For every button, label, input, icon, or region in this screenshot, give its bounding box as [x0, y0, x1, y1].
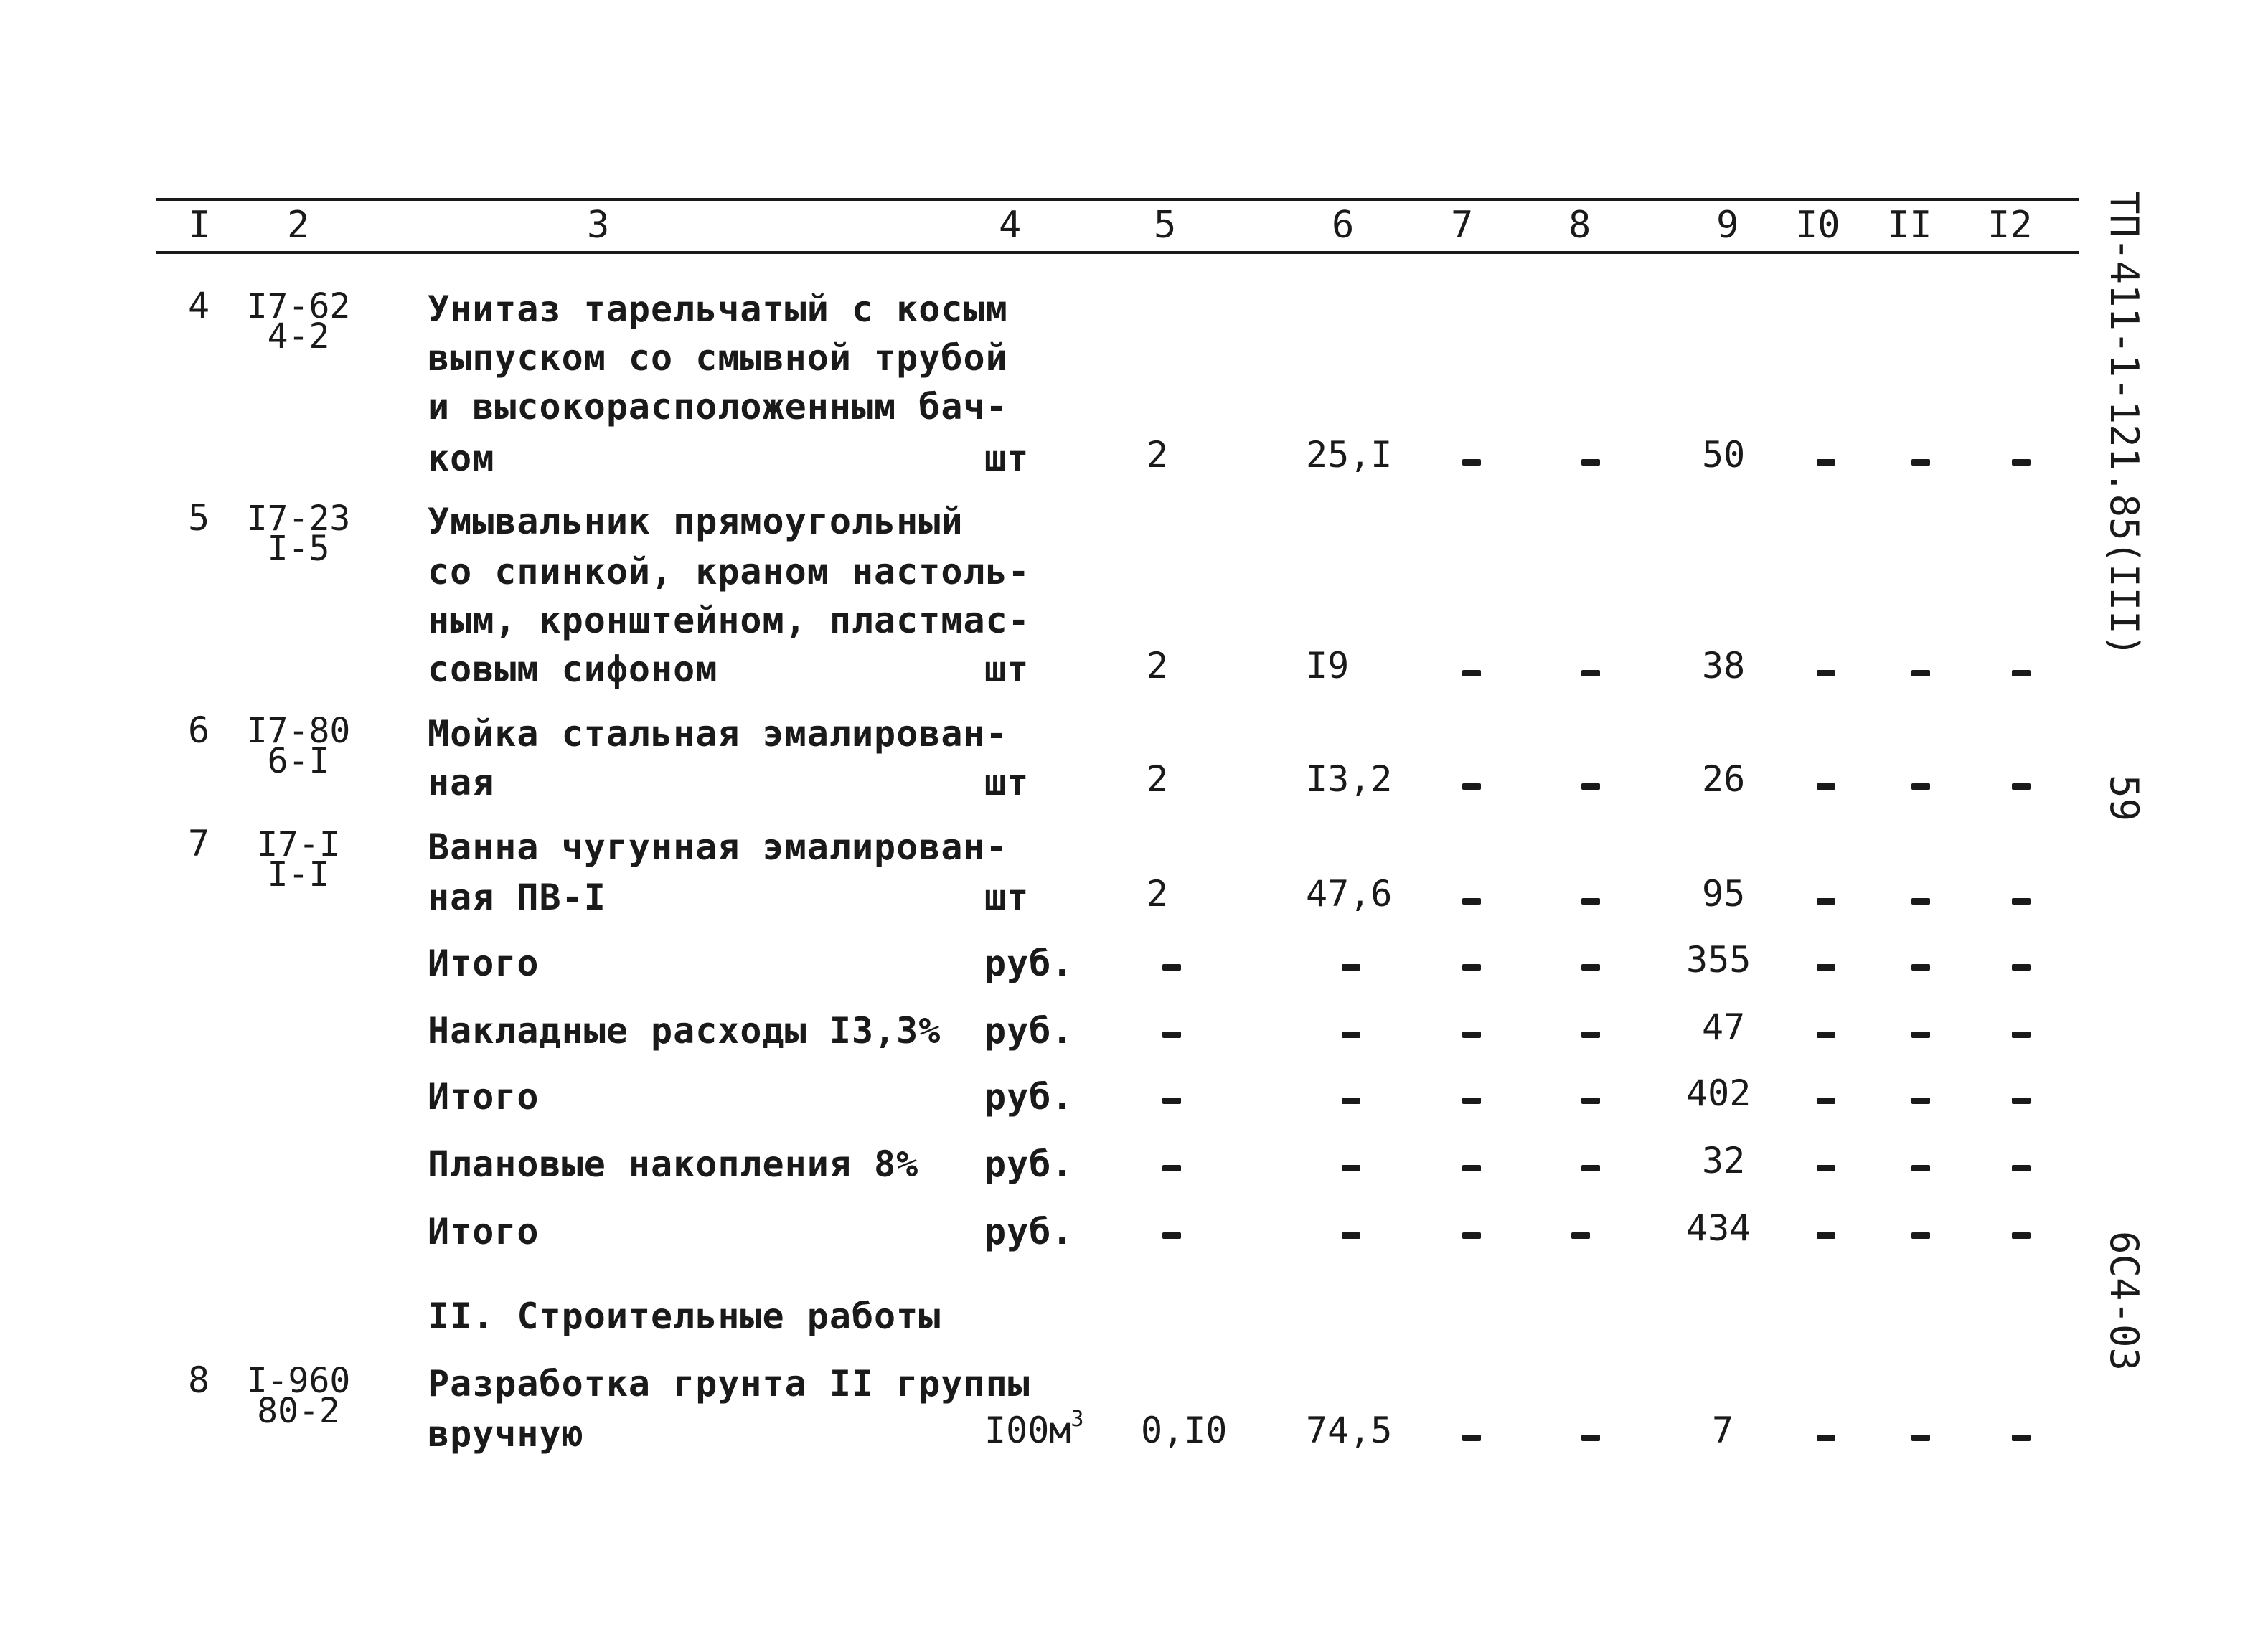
dash-col8	[1581, 1165, 1600, 1171]
col-header-2: 2	[287, 204, 310, 247]
quantity: 0,I0	[1141, 1410, 1228, 1451]
summary-total: 32	[1702, 1140, 1746, 1181]
col-header-3: 3	[587, 204, 610, 247]
col-header-9: 9	[1716, 204, 1739, 247]
section-title: II. Строительные работы	[428, 1295, 941, 1337]
description-line: Разработка грунта II группы	[428, 1363, 1030, 1405]
summary-total: 355	[1686, 939, 1751, 981]
quantity: 2	[1147, 758, 1169, 800]
unit-price: 47,6	[1306, 873, 1393, 915]
unit: шт	[984, 762, 1030, 803]
dash-col8	[1571, 1232, 1590, 1239]
summary-label: Плановые накопления 8%	[428, 1143, 919, 1185]
description-line: выпуском со смывной трубой	[428, 337, 1008, 379]
description-line: Умывальник прямоугольный	[428, 501, 964, 542]
description-line: ком	[428, 438, 495, 479]
dash-col12	[2012, 1098, 2031, 1104]
row-number: 8	[188, 1359, 210, 1401]
dash-col10	[1817, 1435, 1835, 1441]
dash-col8	[1581, 1435, 1600, 1441]
dash-col7	[1462, 670, 1481, 676]
dash-col10	[1817, 1098, 1835, 1104]
summary-unit: руб.	[984, 943, 1074, 984]
row-number: 4	[188, 285, 210, 326]
dash-col12	[2012, 670, 2031, 676]
total-cost: 7	[1712, 1410, 1734, 1451]
dash-col11	[1911, 783, 1930, 790]
quantity: 2	[1147, 873, 1169, 915]
dash-col8	[1581, 1032, 1600, 1038]
col-header-8: 8	[1568, 204, 1591, 247]
col-header-11: II	[1887, 204, 1932, 247]
dash-col5	[1162, 964, 1181, 971]
header-bottom-rule	[156, 251, 2079, 254]
col-header-1: I	[188, 204, 211, 247]
dash-col5	[1162, 1032, 1181, 1038]
dash-col10	[1817, 459, 1835, 466]
header-top-rule	[156, 198, 2079, 201]
dash-col7	[1462, 459, 1481, 466]
dash-col8	[1581, 670, 1600, 676]
dash-col11	[1911, 964, 1930, 971]
total-cost: 95	[1702, 873, 1746, 915]
dash-col10	[1817, 898, 1835, 905]
dash-col7	[1462, 1435, 1481, 1441]
total-cost: 50	[1702, 434, 1746, 476]
dash-col6	[1342, 1032, 1360, 1038]
dash-col12	[2012, 964, 2031, 971]
rate-code-line2: 4-2	[267, 316, 330, 357]
dash-col7	[1462, 783, 1481, 790]
dash-col11	[1911, 459, 1930, 466]
summary-total: 402	[1686, 1072, 1751, 1114]
dash-col12	[2012, 1032, 2031, 1038]
dash-col11	[1911, 898, 1930, 905]
total-cost: 26	[1702, 758, 1746, 800]
description-line: совым сифоном	[428, 648, 718, 690]
dash-col5	[1162, 1232, 1181, 1239]
summary-unit: руб.	[984, 1076, 1074, 1118]
col-header-10: I0	[1795, 204, 1840, 247]
quantity: 2	[1147, 645, 1169, 686]
dash-col10	[1817, 1232, 1835, 1239]
dash-col7	[1462, 1165, 1481, 1171]
description-line: Ванна чугунная эмалирован-	[428, 826, 1008, 868]
rate-code-line1: I7-I	[257, 824, 340, 864]
side-page-number: 59	[2102, 775, 2147, 822]
unit-price: I3,2	[1306, 758, 1393, 800]
dash-col11	[1911, 1032, 1930, 1038]
unit: шт	[984, 438, 1030, 479]
unit-price: 74,5	[1306, 1410, 1393, 1451]
col-header-6: 6	[1332, 204, 1355, 247]
dash-col10	[1817, 1165, 1835, 1171]
description-line: вручную	[428, 1413, 584, 1455]
dash-col6	[1342, 1098, 1360, 1104]
summary-unit: руб.	[984, 1211, 1074, 1252]
dash-col7	[1462, 898, 1481, 905]
dash-col10	[1817, 783, 1835, 790]
row-number: 6	[188, 709, 210, 751]
unit-superscript: 3	[1071, 1407, 1084, 1432]
description-line: ная	[428, 762, 495, 803]
rate-code-line1: I-960	[246, 1361, 351, 1401]
rate-code-line2: I-I	[267, 854, 330, 895]
unit-text: I00м	[984, 1410, 1071, 1451]
unit-price: I9	[1306, 645, 1350, 686]
col-header-5: 5	[1154, 204, 1177, 247]
summary-label: Итого	[428, 1211, 540, 1252]
dash-col7	[1462, 964, 1481, 971]
dash-col6	[1342, 964, 1360, 971]
summary-total: 434	[1686, 1207, 1751, 1249]
description-line: со спинкой, краном настоль-	[428, 551, 1030, 593]
dash-col12	[2012, 1232, 2031, 1239]
dash-col8	[1581, 964, 1600, 971]
dash-col12	[2012, 459, 2031, 466]
summary-total: 47	[1702, 1006, 1746, 1048]
description-line: ная ПВ-I	[428, 877, 606, 918]
row-number: 7	[188, 823, 210, 864]
summary-label: Итого	[428, 1076, 540, 1118]
dash-col12	[2012, 898, 2031, 905]
dash-col7	[1462, 1032, 1481, 1038]
unit: шт	[984, 648, 1030, 690]
dash-col11	[1911, 1165, 1930, 1171]
dash-col5	[1162, 1098, 1181, 1104]
dash-col11	[1911, 670, 1930, 676]
summary-unit: руб.	[984, 1143, 1074, 1185]
dash-col8	[1581, 898, 1600, 905]
dash-col10	[1817, 1032, 1835, 1038]
dash-col7	[1462, 1232, 1481, 1239]
dash-col7	[1462, 1098, 1481, 1104]
unit-price: 25,I	[1306, 434, 1393, 476]
dash-col6	[1342, 1165, 1360, 1171]
dash-col11	[1911, 1098, 1930, 1104]
side-sheet-code: 6С4-03	[2102, 1231, 2147, 1372]
dash-col12	[2012, 1165, 2031, 1171]
col-header-7: 7	[1451, 204, 1474, 247]
description-line: Мойка стальная эмалирован-	[428, 713, 1008, 755]
summary-unit: руб.	[984, 1010, 1074, 1052]
rate-code-line2: I-5	[267, 529, 330, 569]
dash-col11	[1911, 1232, 1930, 1239]
col-header-4: 4	[999, 204, 1022, 247]
dash-col10	[1817, 964, 1835, 971]
unit	[984, 1409, 1083, 1452]
dash-col8	[1581, 459, 1600, 466]
dash-col10	[1817, 670, 1835, 676]
row-number: 5	[188, 497, 210, 539]
dash-col8	[1581, 1098, 1600, 1104]
description-line: ным, кронштейном, пластмас-	[428, 600, 1030, 641]
dash-col11	[1911, 1435, 1930, 1441]
dash-col12	[2012, 1435, 2031, 1441]
description-line: Унитаз тарельчатый с косым	[428, 288, 1008, 330]
dash-col6	[1342, 1232, 1360, 1239]
dash-col8	[1581, 783, 1600, 790]
total-cost: 38	[1702, 645, 1746, 686]
rate-code-line2: 6-I	[267, 741, 330, 781]
rate-code-line2: 80-2	[257, 1391, 340, 1431]
quantity: 2	[1147, 434, 1169, 476]
dash-col5	[1162, 1165, 1181, 1171]
rate-code-line1: I7-80	[246, 711, 351, 751]
side-doc-code: ТП-411-1-121.85(III)	[2102, 191, 2147, 658]
col-header-12: I2	[1987, 204, 2033, 247]
rate-code-line1: I7-23	[246, 499, 351, 539]
summary-label: Итого	[428, 943, 540, 984]
rate-code-line1: I7-62	[246, 286, 351, 326]
summary-label: Накладные расходы I3,3%	[428, 1010, 941, 1052]
unit: шт	[984, 877, 1030, 918]
dash-col12	[2012, 783, 2031, 790]
description-line: и высокорасположенным бач-	[428, 386, 1008, 428]
